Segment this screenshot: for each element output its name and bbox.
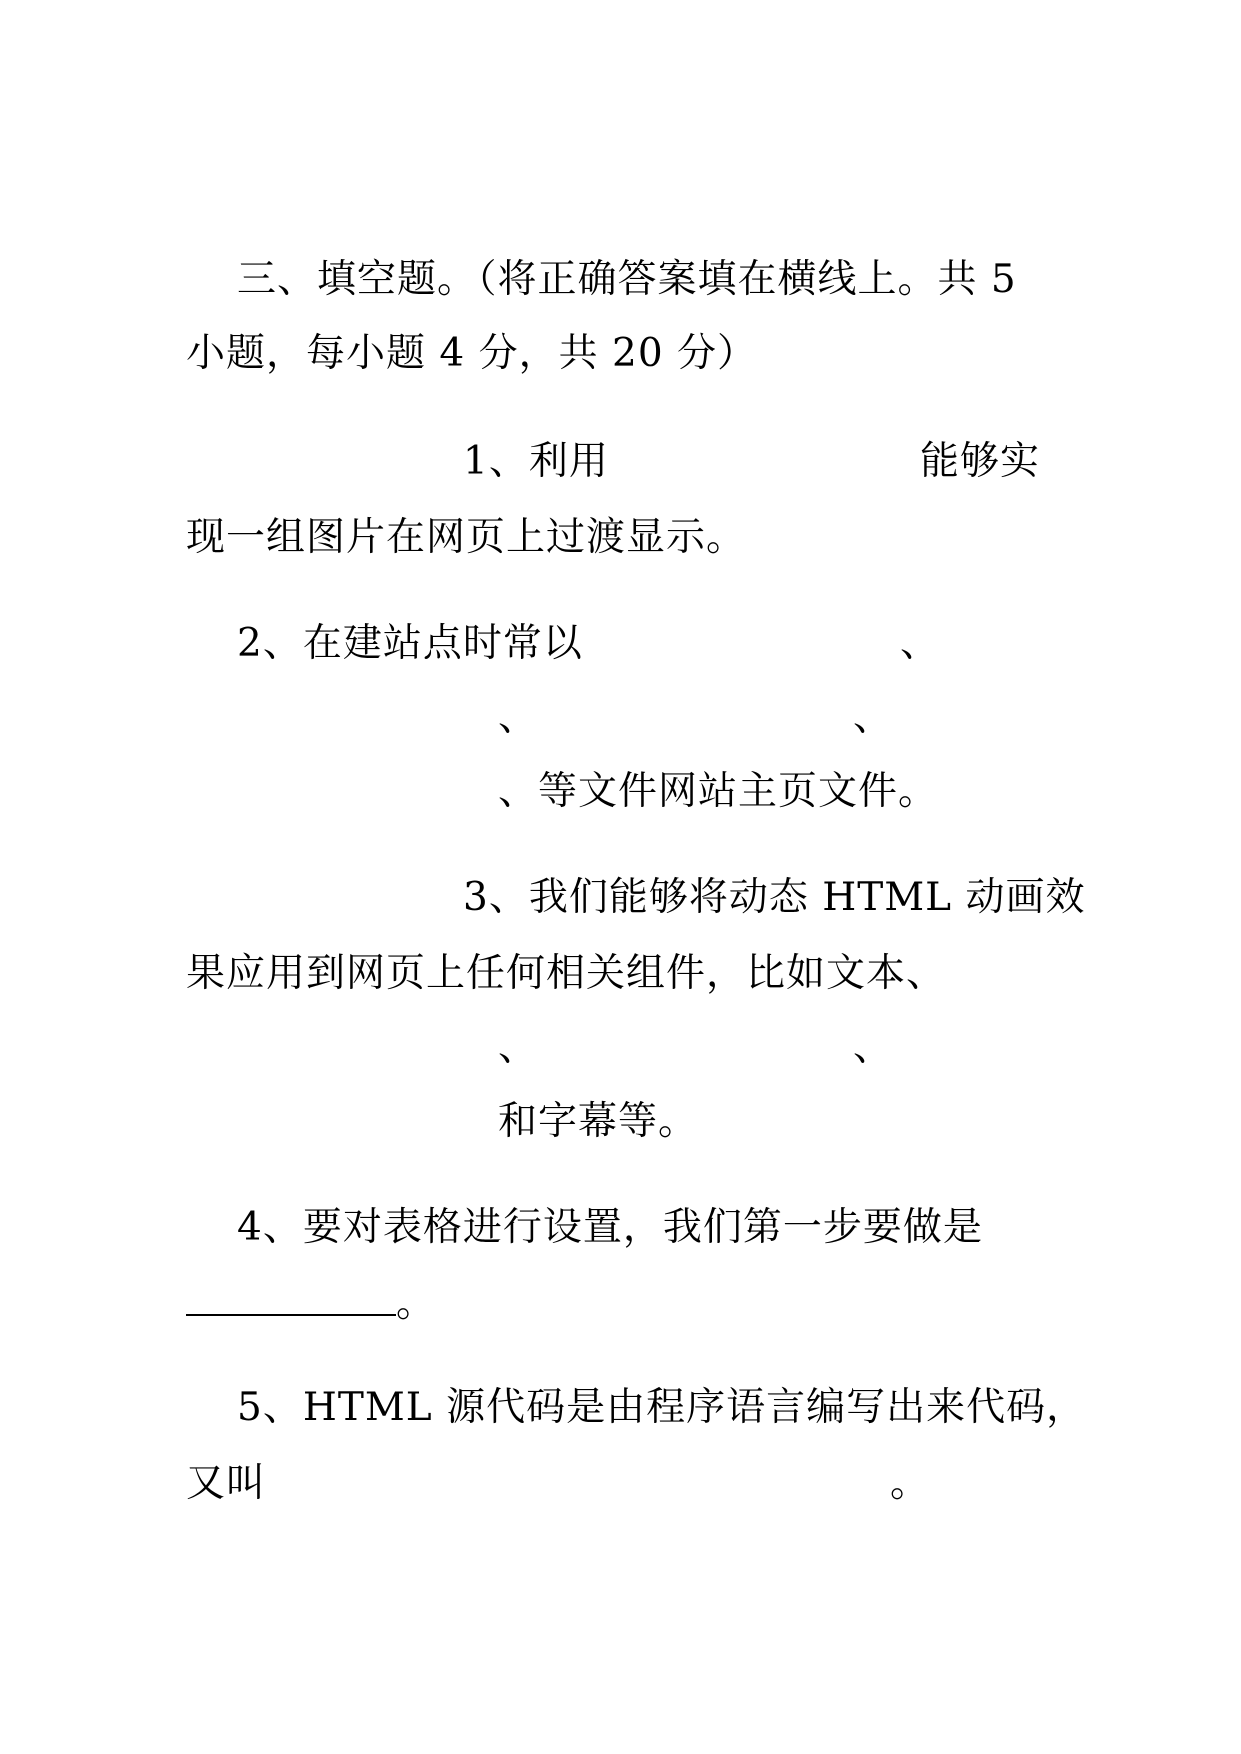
q3-line4: 和字幕等。 <box>498 1099 699 1144</box>
q4-line1: 4、要对表格进行设置，我们第一步要做是 <box>237 1205 983 1250</box>
q1-line1-end: 能够实 <box>920 439 1041 484</box>
section-heading-line2: 小题，每小题 4 分，共 20 分） <box>186 331 758 376</box>
q5-line2-start: 又叫 <box>186 1461 267 1506</box>
q1-line1-start: 1、利用 <box>463 439 609 484</box>
q2-line1-separator: 、 <box>900 621 941 666</box>
q5-line2-end: 。 <box>890 1461 931 1506</box>
q2-line2-separator-a: 、 <box>498 695 539 740</box>
q2-line2-separator-b: 、 <box>853 695 894 740</box>
section-heading-line1: 三、填空题。（将正确答案填在横线上。共 5 <box>237 257 1017 302</box>
q3-line3-separator-a: 、 <box>498 1025 539 1070</box>
q2-line3: 、等文件网站主页文件。 <box>498 769 939 814</box>
q1-line2: 现一组图片在网页上过渡显示。 <box>186 515 747 560</box>
q3-line3-separator-b: 、 <box>853 1025 894 1070</box>
q2-line1-start: 2、在建站点时常以 <box>237 621 583 666</box>
q4-line2 <box>186 1280 436 1328</box>
q4-line2-end: 。 <box>396 1281 437 1326</box>
q4-answer-blank <box>186 1280 396 1316</box>
q5-line1: 5、HTML 源代码是由程序语言编写出来代码， <box>237 1385 1087 1430</box>
q3-line1: 3、我们能够将动态 HTML 动画效 <box>463 875 1086 920</box>
q3-line2: 果应用到网页上任何相关组件，比如文本、 <box>186 951 947 996</box>
